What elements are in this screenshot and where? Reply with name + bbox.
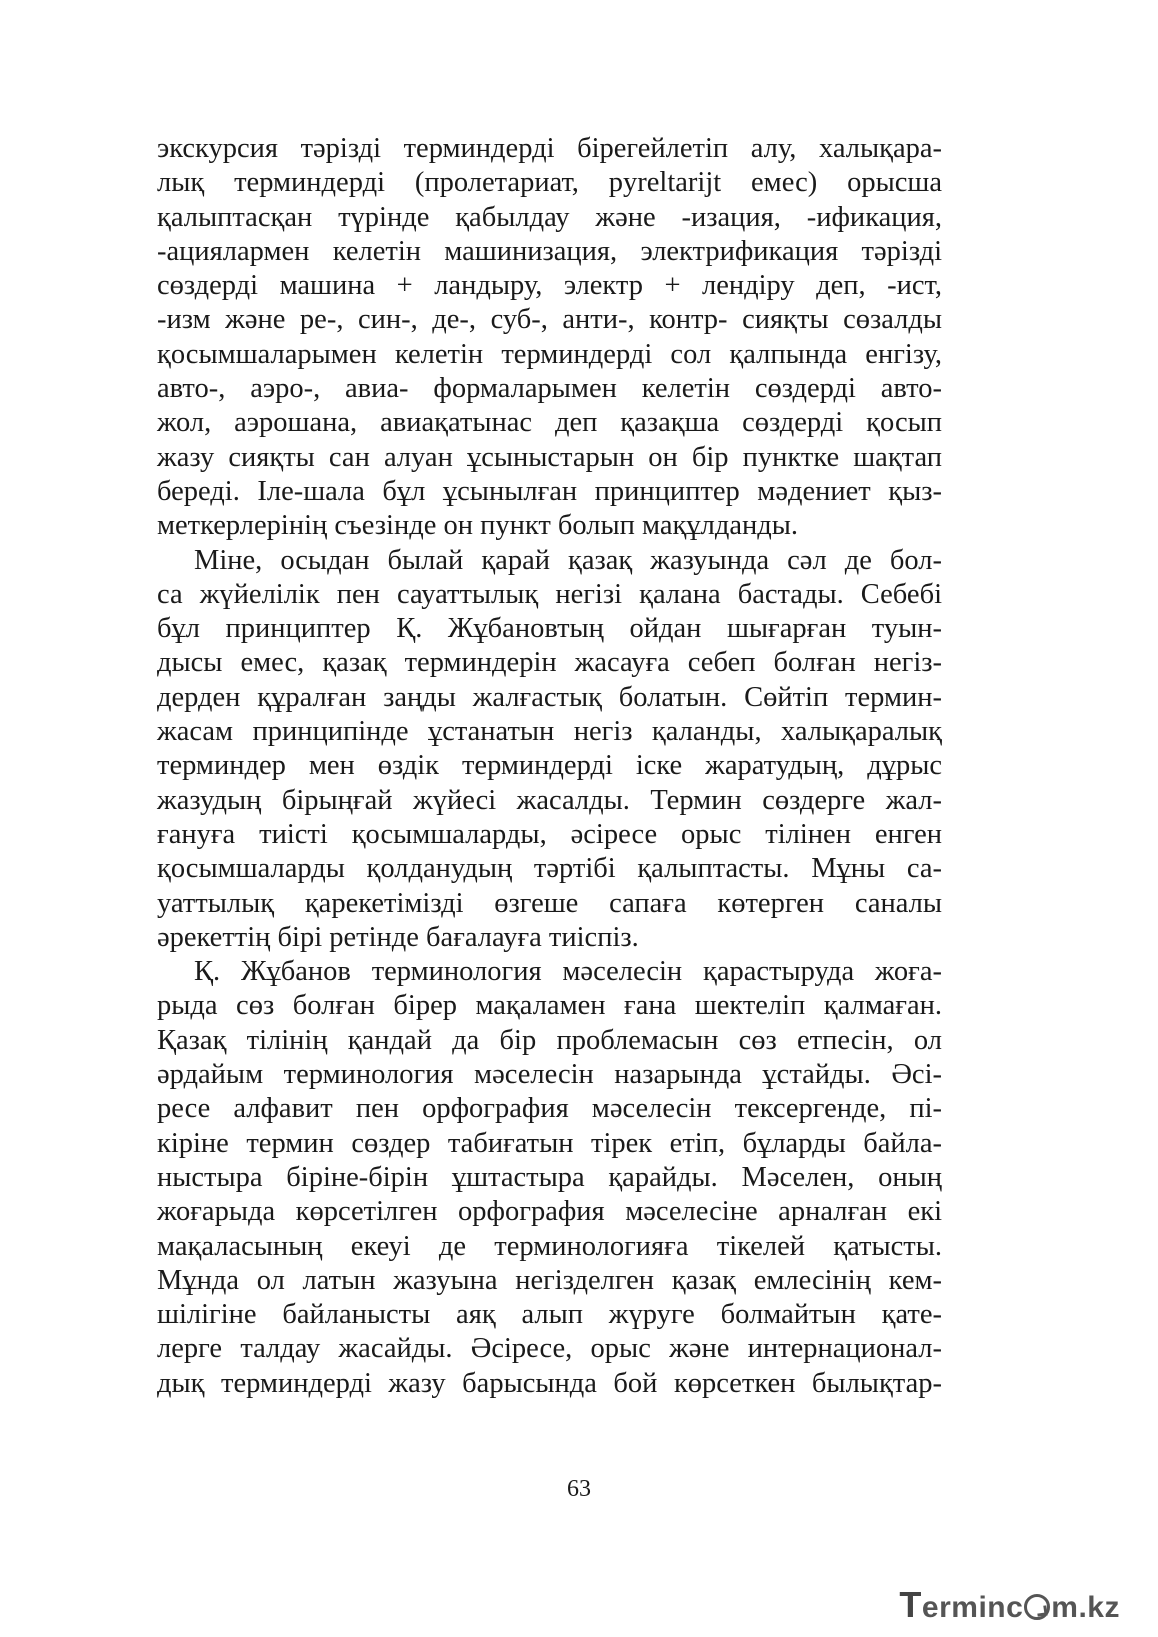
- text-line: терминдер мен өздік терминдерді іске жаратудың, дұрыс: [157, 750, 942, 782]
- text-line: рыда сөз болған бірер мақаламен ғана шектеліп қалмаған.: [157, 990, 942, 1022]
- text-line: кіріне термин сөздер табиғатын тірек етіп, бұларды байла-: [157, 1127, 942, 1159]
- magnifier-icon: [1024, 1594, 1050, 1620]
- text-line: бұл принциптер Қ. Жұбановтың ойдан шығарған туын-: [157, 613, 942, 645]
- body-text: [157, 132, 942, 1401]
- text-line: са жүйелілік пен сауаттылық негізі қалана бастады. Себебі: [157, 578, 942, 610]
- text-line: дерден құралған заңды жалғастық болатын. Сөйтіп термин-: [157, 681, 942, 713]
- watermark-initial: T: [899, 1584, 922, 1625]
- text-line: экскурсия тәрізді терминдерді бірегейлетіп алу, халықара-: [157, 133, 942, 164]
- text-line: уаттылық қарекетімізді өзгеше сапаға көтерген саналы: [157, 887, 942, 919]
- text-line: ныстыра біріне-бірін ұштастыра қарайды. Мәселен, оның: [157, 1161, 942, 1193]
- text-line: жазудың бірыңғай жүйесі жасалды. Термин сөздерге жал-: [157, 784, 942, 816]
- text-line: дық терминдерді жазу барысында бой көрсеткен былықтар-: [157, 1367, 942, 1399]
- text-line: ресе алфавит пен орфография мәселесін тексергенде, пі-: [157, 1093, 942, 1125]
- text-line: Қазақ тілінің қандай да бір проблемасын сөз етпесін, ол: [157, 1024, 942, 1056]
- watermark-text-part2: m.kz: [1051, 1591, 1120, 1624]
- text-line: жоғарыда көрсетілген орфография мәселесіне арналған екі: [157, 1196, 942, 1228]
- text-line: жол, аэрошана, авиақатынас деп қазақша сөздерді қосып: [157, 407, 942, 439]
- text-line: қалыптасқан түрінде қабылдау және -изация, -ификация,: [157, 201, 942, 233]
- watermark-text-part1: erminc: [921, 1591, 1024, 1624]
- text-line: Қ. Жұбанов терминология мәселесін қарастыруда жоға-: [194, 956, 942, 988]
- text-line: жазу сияқты сан алуан ұсыныстарын он бір пунктке шақтап: [157, 441, 942, 473]
- text-line: меткерлерінің съезінде он пункт болып мақұлданды.: [157, 510, 799, 542]
- text-line: лық терминдерді (пролетариат, pyreltarijt емес) орысша: [157, 167, 942, 199]
- text-line: -изм және ре-, син-, де-, суб-, анти-, контр- сияқты сөзалды: [157, 304, 942, 336]
- text-line: Міне, осыдан былай қарай қазақ жазуында сәл де бол-: [194, 544, 942, 576]
- watermark-logo: [899, 1584, 1120, 1626]
- text-line: сөздерді машина + ландыру, электр + лендіру деп, -ист,: [157, 270, 942, 302]
- text-line: қосымшаларымен келетін терминдерді сол қалпында енгізу,: [157, 338, 942, 370]
- text-line: авто-, аэро-, авиа- формаларымен келетін сөздерді авто-: [157, 373, 942, 405]
- text-line: қосымшаларды қолданудың тәртібі қалыптасты. Мұны са-: [157, 853, 942, 885]
- text-line: лерге талдау жасайды. Әсіресе, орыс және интернационал-: [157, 1333, 942, 1365]
- text-line: әрекеттің бірі ретінде бағалауға тиіспіз.: [157, 921, 639, 953]
- text-line: мақаласының екеуі де терминологияға тікелей қатысты.: [157, 1230, 942, 1262]
- text-line: әрдайым терминология мәселесін назарында ұстайды. Әсі-: [157, 1059, 942, 1091]
- text-line: шілігіне байланысты аяқ алып жүруге болмайтын қате-: [157, 1299, 942, 1331]
- text-line: жасам принципінде ұстанатын негіз қаланды, халықаралық: [157, 716, 942, 748]
- text-line: ғануға тиісті қосымшаларды, әсіресе орыс тілінен енген: [157, 818, 942, 850]
- text-line: Мұнда ол латын жазуына негізделген қазақ емлесінің кем-: [157, 1264, 942, 1296]
- page-number: 63: [567, 1476, 591, 1502]
- text-line: береді. Іле-шала бұл ұсынылған принциптер мәдениет қыз-: [157, 475, 942, 507]
- text-line: -ациялармен келетін машинизация, электрификация тәрізді: [157, 235, 942, 267]
- text-line: дысы емес, қазақ терминдерін жасауға себеп болған негіз-: [157, 647, 942, 679]
